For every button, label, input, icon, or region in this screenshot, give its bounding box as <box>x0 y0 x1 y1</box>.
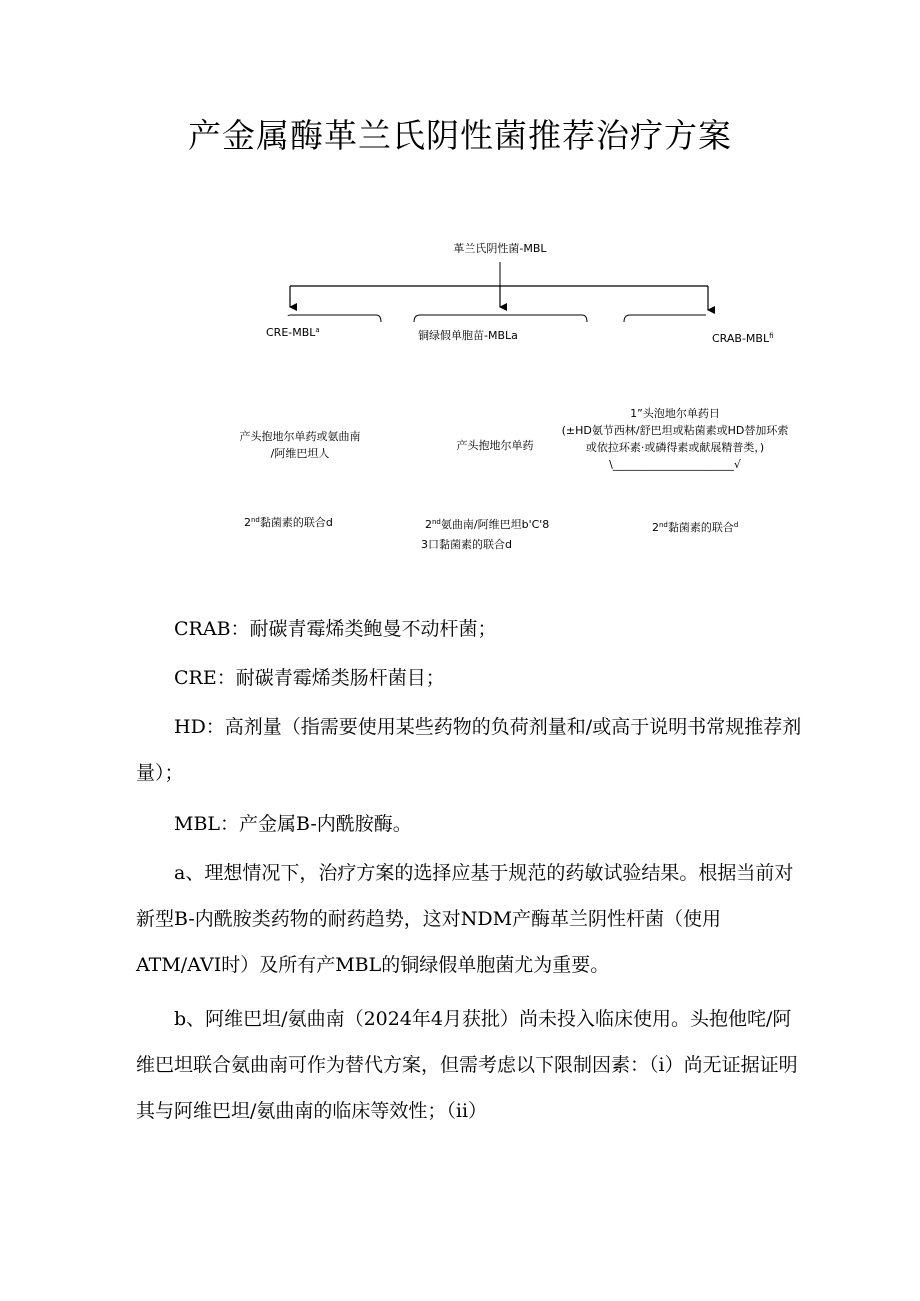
bracket-crab <box>624 315 706 322</box>
cre-first-line: 产头抱地尔单药或氨曲南 /阿维巴坦人 <box>239 430 361 460</box>
pa-first-line: 产头抱地尔单药 <box>456 439 534 452</box>
note-b: b、阿维巴坦/氨曲南（2024年4月获批）尚未投入临床使用。头抱他咤/阿维巴坦联合氨曲南可作为替代方案，但需考虑以下限制因素：（i）尚无证据证明其与阿维巴坦/氨曲南的临床等效性；（ii） <box>136 1008 798 1122</box>
note-hd: HD：高剂量（指需要使用某些药物的负荷剂量和/或高于说明书常规推荐剂量）； <box>136 716 802 784</box>
pa-second-line: 2nd氨曲南/阿维巴坦b'C'8 <box>425 518 550 531</box>
cre-second-line: 2nd黏菌素的联合d <box>244 516 333 529</box>
branch-pa-label: 铜绿假单胞苗-MBLa <box>418 329 518 342</box>
note-a: a、理想情况下，治疗方案的选择应基于规范的药敏试验结果。根据当前对新型B-内酰胺类药物的耐药趋势，这对NDM产酶革兰阴性杆菌（使用ATM/AVI时）及所有产MBL的铜绿假单胞菌尤为重要。 <box>136 862 794 976</box>
note-mbl: MBL：产金属B-内酰胺酶。 <box>174 813 412 835</box>
pa-third-line: 3口黏菌素的联合d <box>421 538 512 551</box>
branch-crab-label: CRAB-$MBL^{fi}$ <box>712 332 774 345</box>
crab-first-line: 1”头泡地尔单药日 (±HD氨节西林/舒巴坦或粘菌素或HD替加环索 或依拉环素·或磷得素或献展精普类，) \______________________√ <box>561 407 789 471</box>
note-crab: CRAB：耐碳青霉烯类鲍曼不动杆菌； <box>174 618 497 640</box>
crab-second-line: 2nd黏菌素的联合$^d$ <box>652 521 739 534</box>
page-title: 产金属酶革兰氏阴性菌推荐治疗方案 <box>188 116 732 155</box>
treatment-flowchart <box>0 0 920 580</box>
bracket-cre <box>288 315 381 322</box>
note-cre: CRE：耐碳青霉烯类肠杆菌目； <box>174 667 445 689</box>
branch-cre-label: CRE-MBL$^a$ <box>266 326 320 339</box>
root-node: 革兰氏阴性菌-MBL <box>453 242 547 255</box>
flowchart-connectors <box>0 0 920 580</box>
bracket-pa <box>414 315 587 322</box>
